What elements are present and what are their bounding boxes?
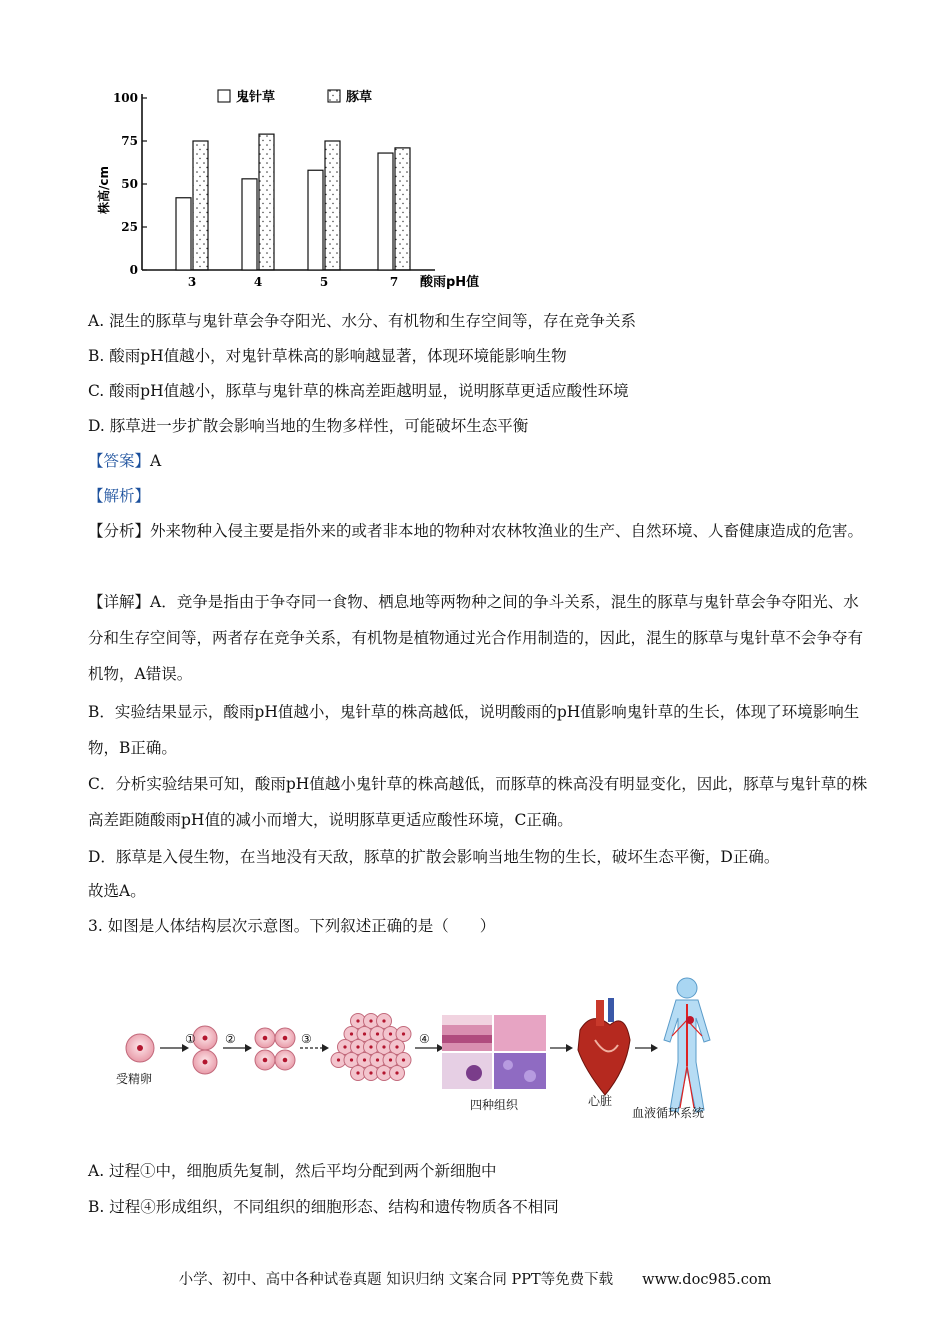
y-tick-label: 25 xyxy=(121,220,138,234)
bar-guizhencao xyxy=(176,198,191,270)
heart-label: 心脏 xyxy=(588,1094,613,1108)
option-b: B. 酸雨pH值越小，对鬼针草株高的影响越显著，体现环境能影响生物 xyxy=(88,347,567,365)
heart-icon xyxy=(578,998,630,1095)
fenxi-paragraph xyxy=(88,513,870,549)
x-tick-label: 3 xyxy=(187,275,197,289)
y-tick-label: 100 xyxy=(112,91,138,105)
two-cell-icon xyxy=(193,1026,217,1074)
legend-swatch xyxy=(328,90,340,102)
analysis-tag: 【解析】 xyxy=(88,487,151,505)
legend-label: 鬼针草 xyxy=(236,90,276,105)
y-axis-label: 株高/cm xyxy=(97,165,111,215)
option-d: D. 豚草进一步扩散会影响当地的生物多样性，可能破坏生态平衡 xyxy=(88,417,529,435)
cell-cluster-icon xyxy=(331,1014,411,1081)
step-2-label: ② xyxy=(225,1032,236,1046)
y-tick-label: 0 xyxy=(129,263,138,277)
bar-tuncao xyxy=(193,141,208,270)
body-structure-diagram xyxy=(110,970,730,1130)
q3-option-a: A. 过程①中，细胞质先复制，然后平均分配到两个新细胞中 xyxy=(88,1162,497,1180)
legend-label: 豚草 xyxy=(346,90,373,105)
step-1-label: ① xyxy=(185,1032,196,1046)
y-tick-label: 50 xyxy=(121,177,138,191)
xiangjie-a-paragraph xyxy=(88,584,870,692)
x-tick-label: 5 xyxy=(319,275,329,289)
step-4-label: ④ xyxy=(419,1032,430,1046)
four-cell-icon xyxy=(255,1028,295,1070)
bar-chart xyxy=(90,80,510,295)
x-tick-label: 4 xyxy=(253,275,263,289)
q3-option-b: B. 过程④形成组织，不同组织的细胞形态、结构和遗传物质各不相同 xyxy=(88,1198,559,1216)
xiangjie-d-paragraph: D．豚草是入侵生物，在当地没有天敌，豚草的扩散会影响当地生物的生长，破坏生态平衡，D正确。 xyxy=(88,848,780,866)
analysis-heading xyxy=(88,485,150,507)
x-tick-label: 7 xyxy=(389,275,399,289)
egg-label: 受精卵 xyxy=(116,1072,153,1086)
option-c: C. 酸雨pH值越小，豚草与鬼针草的株高差距越明显，说明豚草更适应酸性环境 xyxy=(88,382,629,400)
answer-tag: 【答案】 xyxy=(88,452,151,470)
x-axis-label: 酸雨pH值 xyxy=(420,275,480,290)
xiangjie-b-paragraph: B．实验结果显示，酸雨pH值越小，鬼针草的株高越低，说明酸雨的pH值影响鬼针草的生长，体现了环境影响生物，B正确。 xyxy=(88,703,860,757)
xiangjie-tag: 【详解】 xyxy=(88,593,151,611)
circulatory-system-icon xyxy=(664,978,710,1112)
fenxi-text: 外来物种入侵主要是指外来的或者非本地的物种对农林牧渔业的生产、自然环境、人畜健康造成的危害。 xyxy=(150,522,864,540)
step-3-label: ③ xyxy=(301,1032,312,1046)
y-tick-label: 75 xyxy=(121,134,138,148)
question-3-stem: 3. 如图是人体结构层次示意图。下列叙述正确的是（ ） xyxy=(88,917,496,935)
answer-value: A xyxy=(150,452,162,470)
fenxi-tag: 【分析】 xyxy=(88,522,151,540)
xiangjie-c-paragraph: C．分析实验结果可知，酸雨pH值越小鬼针草的株高越低，而豚草的株高没有明显变化，因此，豚草与鬼针草的株高差距随酸雨pH值的减小而增大，说明豚草更适应酸性环境，C正确。 xyxy=(88,775,868,829)
bar-guizhencao xyxy=(242,179,257,270)
tissues-label: 四种组织 xyxy=(470,1098,519,1112)
bar-guizhencao xyxy=(378,153,393,270)
option-a: A. 混生的豚草与鬼针草会争夺阳光、水分、有机物和生存空间等，存在竞争关系 xyxy=(88,312,637,330)
conclusion: 故选A。 xyxy=(88,882,146,900)
system-label: 血液循环系统 xyxy=(632,1106,705,1120)
bar-tuncao xyxy=(395,148,410,270)
fertilized-egg-icon xyxy=(126,1034,154,1062)
legend-swatch xyxy=(218,90,230,102)
answer-line xyxy=(88,450,161,472)
bar-tuncao xyxy=(325,141,340,270)
four-tissues-icon xyxy=(442,1015,546,1089)
bar-tuncao xyxy=(259,134,274,270)
bar-guizhencao xyxy=(308,170,323,270)
page-footer: 小学、初中、高中各种试卷真题 知识归纳 文案合同 PPT等免费下载 www.doc985.com xyxy=(178,1272,772,1288)
xiangjie-a-text: A．竞争是指由于争夺同一食物、栖息地等两物种之间的争斗关系，混生的豚草与鬼针草会争夺阳光、水分和生存空间等，两者存在竞争关系，有机物是植物通过光合作用制造的，因此，混生的豚草与鬼针草不会争夺有机物，A错误。 xyxy=(88,593,864,683)
